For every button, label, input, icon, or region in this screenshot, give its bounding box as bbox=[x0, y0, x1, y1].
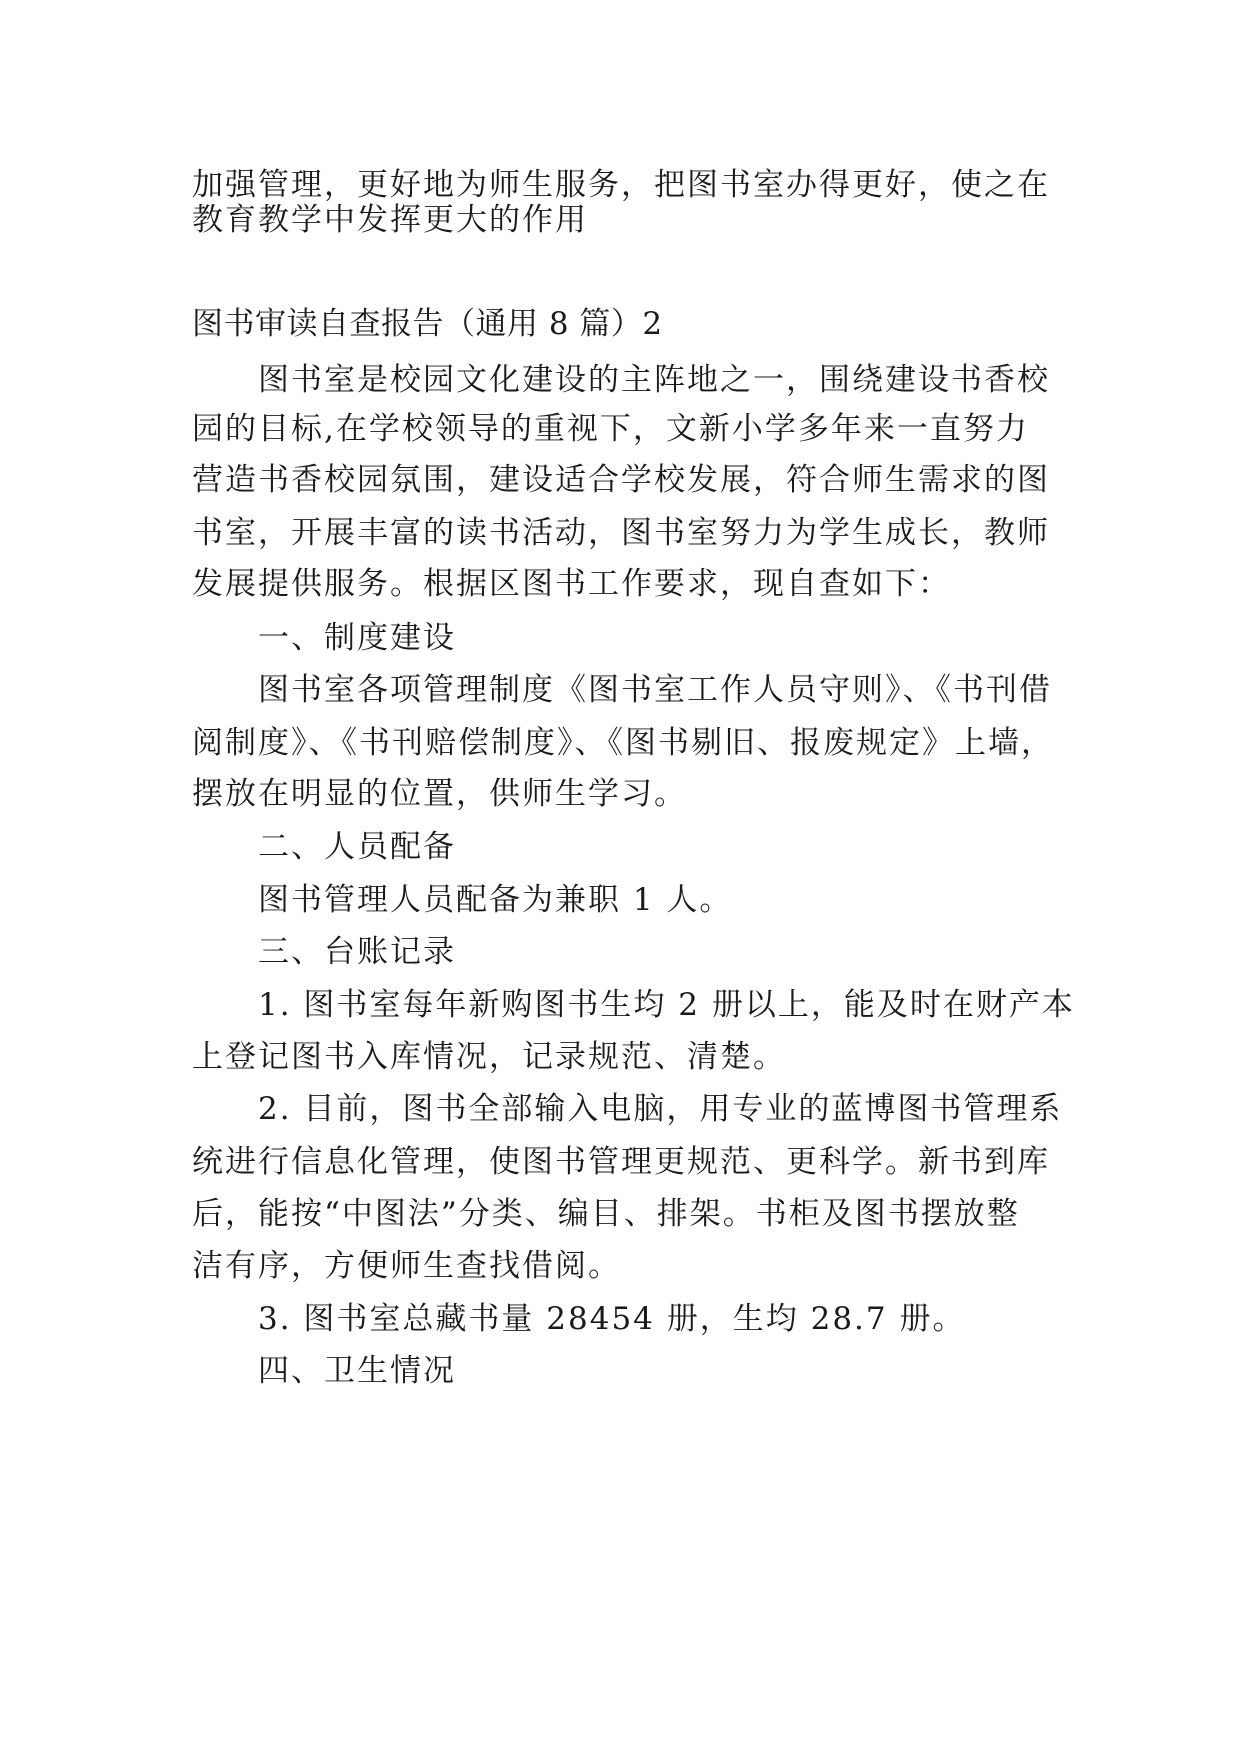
subheading: 二、人员配备 bbox=[258, 829, 456, 865]
paragraph-line: 营造书香校园氛围，建设适合学校发展，符合师生需求的图 bbox=[192, 462, 1050, 498]
paragraph-line: 摆放在明显的位置，供师生学习。 bbox=[192, 776, 687, 812]
subheading: 四、卫生情况 bbox=[258, 1353, 456, 1389]
paragraph-line: 书室，开展丰富的读书活动，图书室努力为学生成长，教师 bbox=[192, 515, 1050, 551]
paragraph-line: 发展提供服务。根据区图书工作要求，现自查如下： bbox=[192, 566, 951, 602]
paragraph-line: 洁有序，方便师生查找借阅。 bbox=[192, 1248, 621, 1284]
section-title: 图书审读自查报告（通用 8 篇）2 bbox=[192, 306, 663, 342]
subheading: 三、台账记录 bbox=[258, 934, 456, 970]
paragraph-line: 3. 图书室总藏书量 28454 册，生均 28.7 册。 bbox=[258, 1301, 966, 1337]
paragraph-line: 图书室各项管理制度《图书室工作人员守则》、《书刊借 bbox=[258, 672, 1052, 708]
paragraph-line: 后，能按“中图法”分类、编目、排架。书柜及图书摆放整 bbox=[192, 1196, 1020, 1232]
subheading: 一、制度建设 bbox=[258, 620, 456, 656]
paragraph-line: 图书管理人员配备为兼职 1 人。 bbox=[258, 882, 733, 918]
paragraph-line: 园的目标,在学校领导的重视下，文新小学多年来一直努力 bbox=[192, 411, 1029, 447]
paragraph-line: 阅制度》、《书刊赔偿制度》、《图书剔旧、报废规定》上墙， bbox=[192, 725, 1054, 761]
paragraph-line: 上登记图书入库情况，记录规范、清楚。 bbox=[192, 1039, 786, 1075]
paragraph-line: 教育教学中发挥更大的作用 bbox=[192, 202, 588, 238]
paragraph-line: 1. 图书室每年新购图书生均 2 册以上，能及时在财产本 bbox=[258, 987, 1075, 1023]
paragraph-line: 2. 目前，图书全部输入电脑，用专业的蓝博图书管理系 bbox=[258, 1091, 1063, 1127]
paragraph-line: 加强管理，更好地为师生服务，把图书室办得更好，使之在 bbox=[192, 167, 1050, 203]
paragraph-line: 图书室是校园文化建设的主阵地之一，围绕建设书香校 bbox=[258, 362, 1050, 398]
paragraph-line: 统进行信息化管理，使图书管理更规范、更科学。新书到库 bbox=[192, 1144, 1050, 1180]
